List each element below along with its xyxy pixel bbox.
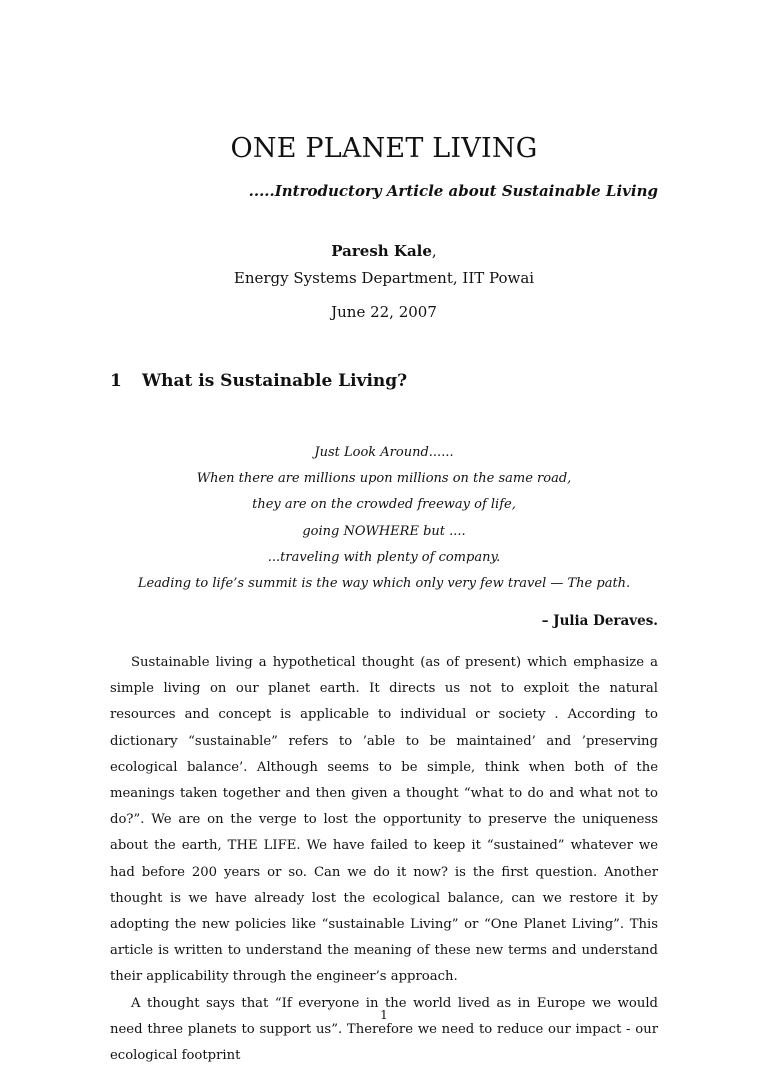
page-number: 1	[380, 1008, 388, 1022]
body-text	[110, 650, 658, 1069]
document-title: ONE PLANET LIVING	[230, 133, 538, 164]
body-paragraph: Sustainable living a hypothetical thought (as of present) which emphasize a simple living on our planet earth. It directs us not to exploit the natural resources and concept is applicable to individual or society . According to dictionary “sustainable” refers to ’able to be maintained’ and ’preserving ecological balance’. Although seems to be simple, think when both of the meanings taken together and then given a thought “what to do and what not to do?”. We are on the verge to lost the opportunity to preserve the uniqueness about the earth, THE LIFE. We have failed to keep it “sustained” whatever we had before 200 years or so. Can we do it now? is the first question. Another thought is we have already lost the ecological balance, can we restore it by adopting the new policies like “sustainable Living” or “One Planet Living”. This article is written to understand the meaning of these new terms and understand their applicability through the engineer’s approach.	[110, 655, 658, 985]
section-title: What is Sustainable Living?	[142, 371, 408, 391]
poem-line: they are on the crowded freeway of life,	[252, 497, 516, 513]
author-affiliation: Energy Systems Department, IIT Powai	[233, 269, 535, 287]
document-date: June 22, 2007	[331, 303, 437, 321]
poem-quote	[0, 440, 768, 597]
section-number: 1	[110, 371, 122, 391]
poem-line: Leading to life’s summit is the way which only very few travel — The path.	[137, 576, 631, 592]
section-heading	[110, 371, 407, 391]
author-name: Paresh Kale	[331, 242, 432, 260]
document-subtitle: .....Introductory Article about Sustainable Living	[248, 182, 658, 200]
poem-line: When there are millions upon millions on the same road,	[196, 471, 572, 487]
poem-attribution: – Julia Deraves.	[541, 613, 658, 629]
author-suffix: ,	[431, 242, 437, 260]
author-line	[0, 242, 768, 260]
poem-line: ...traveling with plenty of company.	[267, 549, 501, 565]
poem-line: Just Look Around......	[314, 445, 454, 460]
poem-line: going NOWHERE but ....	[302, 523, 466, 539]
body-paragraph: A thought says that “If everyone in the world lived as in Europe we would need three planets to support us”. Therefore we need to reduce our impact - our ecological footprint	[110, 995, 658, 1064]
